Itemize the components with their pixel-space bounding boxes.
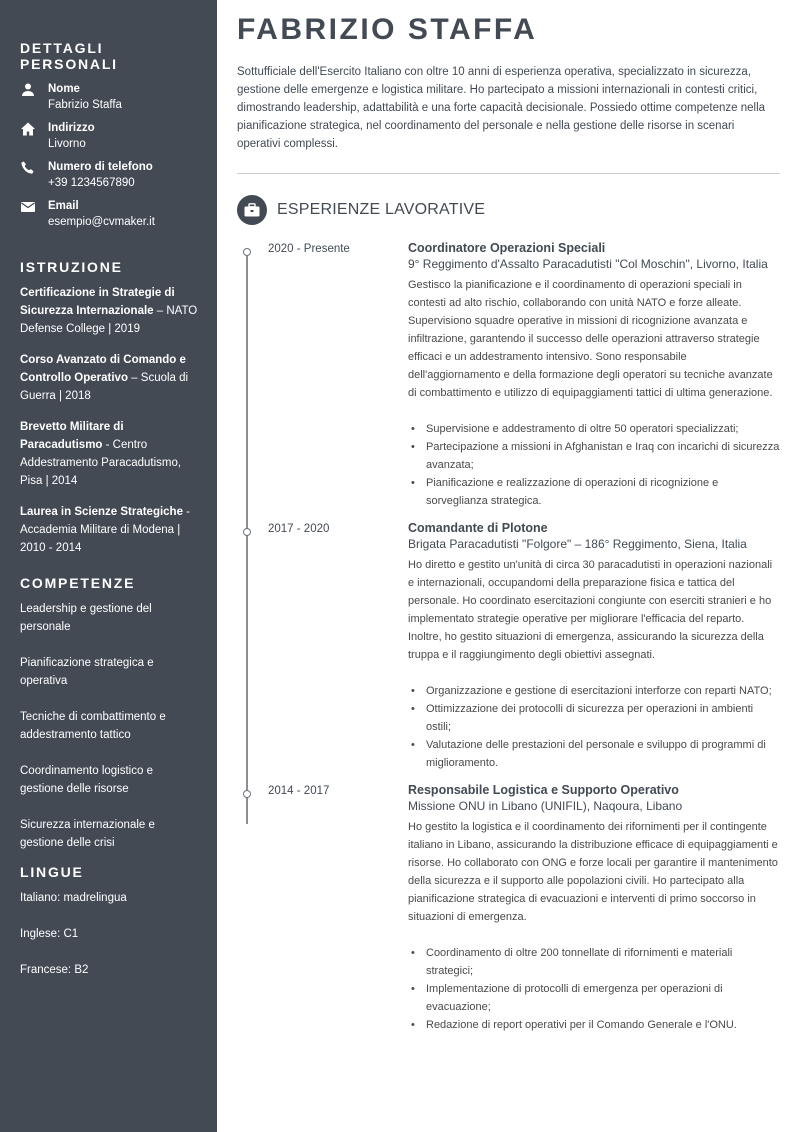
profile-summary: Sottufficiale dell'Esercito Italiano con oltre 10 anni di esperienza operativa, specializzato in sicurezza, gestione delle emergenze e logistica militare. Ho partecipato a missioni internazionali in contesti critici, dimostrando leadership, adattabilità e una forte capacità decisionale. Possiedo ottime competenze nella pianificazione strategica, nel coordinamento del personale e nella gestione delle risorse in scenari operativi complessi.: [237, 66, 766, 150]
education-item: [20, 418, 199, 490]
skill-item: Tecniche di combattimento e addestramento tattico: [20, 711, 166, 741]
job-organization: Missione ONU in Libano (UNIFIL), Naqoura, Libano: [408, 799, 683, 813]
education-title: Certificazione in Strategie di Sicurezza Internazionale: [20, 287, 175, 317]
job-bullet: • Partecipazione a missioni in Afghanistan e Iraq con incarichi di sicurezza avanzata;: [408, 438, 780, 474]
skills-heading: COMPETENZE: [20, 575, 136, 591]
job-entry: [237, 520, 780, 772]
job-bullet: • Organizzazione e gestione di esercitazioni interforze con reparti NATO;: [408, 682, 780, 700]
job-bullets: [408, 682, 780, 772]
experience-timeline: [237, 240, 780, 1034]
personal-item-address: [20, 120, 199, 152]
language-item: Italiano: madrelingua: [20, 892, 127, 904]
phone-icon: [20, 160, 36, 176]
education-heading: ISTRUZIONE: [20, 259, 123, 275]
timeline-dot: [243, 248, 251, 256]
personal-item-name: [20, 81, 199, 113]
job-date: 2017 - 2020: [268, 523, 330, 535]
education-item: [20, 284, 199, 338]
job-date: 2020 - Presente: [268, 243, 350, 255]
personal-value: Fabrizio Staffa: [48, 99, 122, 111]
user-icon: [20, 82, 36, 98]
language-item: Inglese: C1: [20, 928, 79, 940]
main-content: [237, 0, 780, 1034]
timeline-dot: [243, 528, 251, 536]
job-bullet: • Ottimizzazione dei protocolli di sicurezza per operazioni in ambienti ostili;: [408, 700, 780, 736]
personal-label: Nome: [48, 83, 80, 95]
skill-item: Sicurezza internazionale e gestione delle crisi: [20, 819, 155, 849]
job-date: 2014 - 2017: [268, 785, 330, 797]
job-entry: [237, 782, 780, 1034]
personal-value: esempio@cvmaker.it: [48, 216, 155, 228]
education-title: Laurea in Scienze Strategiche: [20, 506, 183, 518]
personal-label: Numero di telefono: [48, 161, 153, 173]
job-bullet: • Valutazione delle prestazioni del personale e sviluppo di programmi di miglioramento.: [408, 736, 780, 772]
skill-item: Pianificazione strategica e operativa: [20, 657, 154, 687]
education-detail: - Centro Addestramento Paracadutismo, Pisa | 2014: [20, 439, 182, 487]
job-bullet: • Implementazione di protocolli di emergenza per operazioni di evacuazione;: [408, 980, 780, 1016]
job-bullet: • Coordinamento di oltre 200 tonnellate di rifornimenti e materiali strategici;: [408, 944, 780, 980]
job-bullets: [408, 420, 780, 510]
skill-item: Leadership e gestione del personale: [20, 603, 152, 633]
job-bullet: • Pianificazione e realizzazione di operazioni di ricognizione e sorveglianza strategica.: [408, 474, 780, 510]
job-organization: Brigata Paracadutisti "Folgore" – 186° Reggimento, Siena, Italia: [408, 537, 747, 551]
personal-label: Indirizzo: [48, 122, 95, 134]
education-detail: – Scuola di Guerra | 2018: [20, 372, 189, 402]
job-description: Ho gestito la logistica e il coordinamento dei rifornimenti per il contingente italiano in Libano, assicurando la distribuzione efficace di equipaggiamenti e risorse. Ho collaborato con ONG e forze locali per garantire il mantenimento della sicurezza e il supporto alle popolazioni civili. Ho partecipato alla pianificazione strategica di evacuazioni e interventi di primo soccorso in situazioni di emergenza.: [408, 821, 778, 923]
personal-details-heading: DETTAGLI PERSONALI: [20, 40, 118, 72]
job-bullet: • Supervisione e addestramento di oltre 50 operatori specializzati;: [408, 420, 780, 438]
education-detail: - Accademia Militare di Modena | 2010 - 2014: [20, 506, 191, 554]
personal-label: Email: [48, 200, 79, 212]
briefcase-icon: [237, 195, 267, 225]
sidebar: [0, 0, 217, 1132]
job-description: Gestisco la pianificazione e il coordinamento di operazioni speciali in contesti ad alto rischio, collaborando con unità NATO e forze alleate. Supervisiono squadre operative in missioni di ricognizione avanzata e infiltrazione, garantendo il successo delle operazioni attraverso strategie efficaci e un addestramento intensivo. Sono responsabile dell'aggiornamento e della formazione degli operatori su tecniche avanzate di combattimento e utilizzo di equipaggiamenti tattici di ultima generazione.: [408, 279, 773, 399]
personal-value: Livorno: [48, 138, 86, 150]
job-role: Responsabile Logistica e Supporto Operativo: [408, 783, 679, 797]
languages-heading: LINGUE: [20, 864, 84, 880]
experience-heading: ESPERIENZE LAVORATIVE: [277, 201, 486, 218]
personal-item-phone: [20, 159, 199, 191]
job-bullets: [408, 944, 780, 1034]
personal-item-email: [20, 198, 199, 230]
language-item: Francese: B2: [20, 964, 89, 976]
education-title: Brevetto Militare di Paracadutismo: [20, 421, 124, 451]
job-description: Ho diretto e gestito un'unità di circa 30 paracadutisti in operazioni nazionali e internazionali, occupandomi della preparazione fisica e tattica del personale. Ho coordinato esercitazioni congiunte con eserciti stranieri e ho implementato strategie operative per migliorare l'efficacia del reparto. Inoltre, ho gestito situazioni di emergenza, assicurando la sicurezza della truppa e il raggiungimento degli obiettivi assegnati.: [408, 559, 773, 661]
page-title: FABRIZIO STAFFA: [237, 13, 538, 46]
education-detail: – NATO Defense College | 2019: [20, 305, 198, 335]
education-title: Corso Avanzato di Comando e Controllo Operativo: [20, 354, 186, 384]
personal-value: +39 1234567890: [48, 177, 135, 189]
skill-item: Coordinamento logistico e gestione delle risorse: [20, 765, 153, 795]
job-organization: 9° Reggimento d'Assalto Paracadutisti "Col Moschin", Livorno, Italia: [408, 257, 768, 271]
job-entry: [237, 240, 780, 510]
divider: [237, 173, 780, 174]
timeline-dot: [243, 790, 251, 798]
job-bullet: • Redazione di report operativi per il Comando Generale e l'ONU.: [408, 1016, 780, 1034]
email-icon: [20, 199, 36, 215]
home-icon: [20, 121, 36, 137]
education-item: [20, 503, 199, 557]
experience-header: [237, 195, 780, 225]
job-role: Coordinatore Operazioni Speciali: [408, 241, 606, 255]
education-item: [20, 351, 199, 405]
job-role: Comandante di Plotone: [408, 521, 548, 535]
